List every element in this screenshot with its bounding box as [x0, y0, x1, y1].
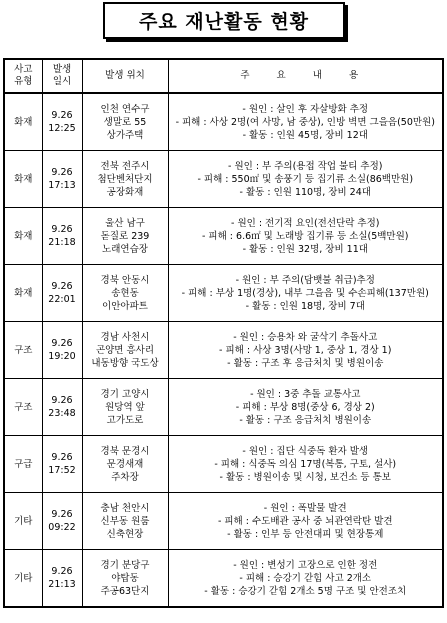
incident-datetime: [42, 493, 82, 550]
incident-location: [82, 493, 168, 550]
location-line: 이안아파트: [102, 300, 148, 312]
detail-activity: - 활동 : 인부 등 안전대피 및 현장통제: [227, 528, 384, 540]
incident-type: 기타: [4, 493, 42, 550]
incident-date: 9.26: [51, 167, 73, 178]
incident-date: 9.26: [51, 395, 73, 406]
detail-activity: - 활동 : 인원 32명, 장비 11대: [242, 243, 368, 255]
location-line: 충남 천안시: [100, 502, 150, 514]
incident-type: 화재: [4, 93, 42, 151]
location-line: 돋질로 239: [100, 230, 150, 242]
page-title: 주요 재난활동 현황: [103, 2, 345, 39]
location-line: 신축현장: [106, 528, 144, 540]
detail-damage: - 피해 : 부상 8명(중상 6, 경상 2): [235, 401, 375, 413]
location-line: 주차장: [111, 471, 139, 483]
incident-location: [82, 151, 168, 208]
table-row: [4, 93, 443, 151]
detail-activity: - 활동 : 인원 45명, 장비 12대: [242, 129, 368, 141]
location-line: 경남 사천시: [100, 331, 150, 343]
incident-datetime: [42, 151, 82, 208]
incident-time: 09:22: [48, 522, 76, 533]
incident-date: 9.26: [51, 509, 73, 520]
incident-datetime: [42, 265, 82, 322]
incident-details: [168, 265, 443, 322]
incident-time: 21:13: [48, 579, 76, 590]
detail-activity: - 활동 : 구조 응급처치 병원이송: [239, 414, 372, 426]
detail-damage: - 피해 : 6.6㎡ 및 노래방 집기류 등 소실(5백만원): [201, 230, 409, 242]
disaster-activity-table: [3, 58, 444, 608]
incident-datetime: [42, 436, 82, 493]
location-line: 전북 전주시: [100, 160, 150, 172]
detail-damage: - 피해 : 승강기 갇힘 사고 2개소: [239, 572, 372, 584]
location-line: 송현동: [111, 287, 139, 299]
incident-date: 9.26: [51, 110, 73, 121]
incident-time: 12:25: [48, 123, 76, 134]
incident-type: 화재: [4, 208, 42, 265]
incident-details: [168, 550, 443, 608]
incident-date: 9.26: [51, 338, 73, 349]
incident-type: 화재: [4, 151, 42, 208]
location-line: 문경새재: [106, 458, 144, 470]
incident-time: 17:13: [48, 180, 76, 191]
incident-time: 22:01: [48, 294, 76, 305]
incident-date: 9.26: [51, 566, 73, 577]
location-line: 신부동 원룸: [100, 515, 150, 527]
location-line: 울산 남구: [105, 217, 145, 229]
incident-location: [82, 93, 168, 151]
detail-damage: - 피해 : 부상 1명(경상), 내부 그을음 및 수손피해(137만원): [181, 287, 429, 299]
location-line: 공장화재: [106, 186, 144, 198]
incident-type: 구조: [4, 379, 42, 436]
location-line: 상가주택: [106, 129, 144, 141]
detail-activity: - 활동 : 인원 18명, 장비 7대: [245, 300, 365, 312]
incident-location: [82, 550, 168, 608]
incident-datetime: [42, 93, 82, 151]
detail-damage: - 피해 : 사상 3명(사망 1, 중상 1, 경상 1): [219, 344, 392, 356]
detail-cause: - 원인 : 부 주의(용접 작업 불티 추정): [228, 160, 383, 172]
incident-location: [82, 379, 168, 436]
location-line: 내동방향 국도상: [91, 357, 159, 369]
table-row: [4, 550, 443, 608]
incident-type: 기타: [4, 550, 42, 608]
incident-datetime: [42, 550, 82, 608]
incident-type: 화재: [4, 265, 42, 322]
incident-details: [168, 436, 443, 493]
table-row: [4, 493, 443, 550]
table-row: [4, 208, 443, 265]
detail-damage: - 피해 : 식중독 의심 17명(복통, 구토, 설사): [214, 458, 397, 470]
detail-cause: - 원인 : 전기적 요인(전선단락 추정): [231, 217, 380, 229]
incident-location: [82, 322, 168, 379]
detail-activity: - 활동 : 병원이송 및 시청, 보건소 등 통보: [219, 471, 391, 483]
detail-damage: - 피해 : 수도배관 공사 중 뇌관연락탄 발견: [217, 515, 393, 527]
table-row: [4, 379, 443, 436]
location-line: 고가도로: [106, 414, 144, 426]
location-line: 노래연습장: [102, 243, 148, 255]
header-location: 발생 위치: [82, 59, 168, 93]
detail-cause: - 원인 : 승용차 와 굴삭기 추돌사고: [233, 331, 378, 343]
detail-activity: - 활동 : 인원 110명, 장비 24대: [239, 186, 371, 198]
incident-datetime: [42, 208, 82, 265]
header-type: 사고 유형: [4, 59, 42, 93]
detail-cause: - 원인 : 변성기 고장으로 인한 정전: [233, 559, 378, 571]
header-date: 발생 일시: [42, 59, 82, 93]
incident-time: 19:20: [48, 351, 76, 362]
location-line: 인천 연수구: [100, 103, 150, 115]
location-line: 경북 문경시: [100, 445, 150, 457]
table-row: [4, 322, 443, 379]
incident-datetime: [42, 379, 82, 436]
location-line: 첨단벤처단지: [97, 173, 153, 185]
incident-location: [82, 265, 168, 322]
location-line: 야탑동: [111, 572, 139, 584]
location-line: 생말로 55: [103, 116, 147, 128]
detail-damage: - 피해 : 사상 2명(여 사망, 남 중상), 인방 벽면 그을음(50만원): [175, 116, 435, 128]
incident-date: 9.26: [51, 224, 73, 235]
detail-cause: - 원인 : 부 주의(담뱃불 취급)추정: [235, 274, 375, 286]
incident-date: 9.26: [51, 281, 73, 292]
table-row: [4, 265, 443, 322]
incident-type: 구급: [4, 436, 42, 493]
incident-location: [82, 436, 168, 493]
table-row: [4, 436, 443, 493]
detail-activity: - 활동 : 승강기 갇힘 2개소 5명 구조 및 안전조치: [204, 585, 407, 597]
location-line: 경북 안동시: [100, 274, 150, 286]
incident-type: 구조: [4, 322, 42, 379]
incident-datetime: [42, 322, 82, 379]
location-line: 주공63단지: [100, 585, 150, 597]
location-line: 경기 고양시: [100, 388, 150, 400]
location-line: 경기 분당구: [100, 559, 150, 571]
detail-activity: - 활동 : 구조 후 응급처치 및 병원이송: [227, 357, 384, 369]
location-line: 원당역 앞: [105, 401, 145, 413]
detail-cause: - 원인 : 폭발물 발견: [263, 502, 347, 514]
header-content: 주 요 내 용: [168, 59, 443, 93]
detail-damage: - 피해 : 550㎡ 및 송풍기 등 집기류 소실(86백만원): [197, 173, 414, 185]
incident-location: [82, 208, 168, 265]
incident-time: 17:52: [48, 465, 76, 476]
incident-time: 23:48: [48, 408, 76, 419]
incident-date: 9.26: [51, 452, 73, 463]
location-line: 곤양면 흥사리: [95, 344, 155, 356]
incident-time: 21:18: [48, 237, 76, 248]
detail-cause: - 원인 : 3중 추돌 교통사고: [250, 388, 361, 400]
incident-details: [168, 493, 443, 550]
incident-details: [168, 379, 443, 436]
incident-details: [168, 208, 443, 265]
detail-cause: - 원인 : 집단 식중독 환자 발생: [242, 445, 369, 457]
incident-details: [168, 322, 443, 379]
incident-details: [168, 151, 443, 208]
incident-details: [168, 93, 443, 151]
table-row: [4, 151, 443, 208]
table-header-row: [4, 59, 443, 93]
detail-cause: - 원인 : 살인 후 자살방화 추정: [242, 103, 369, 115]
